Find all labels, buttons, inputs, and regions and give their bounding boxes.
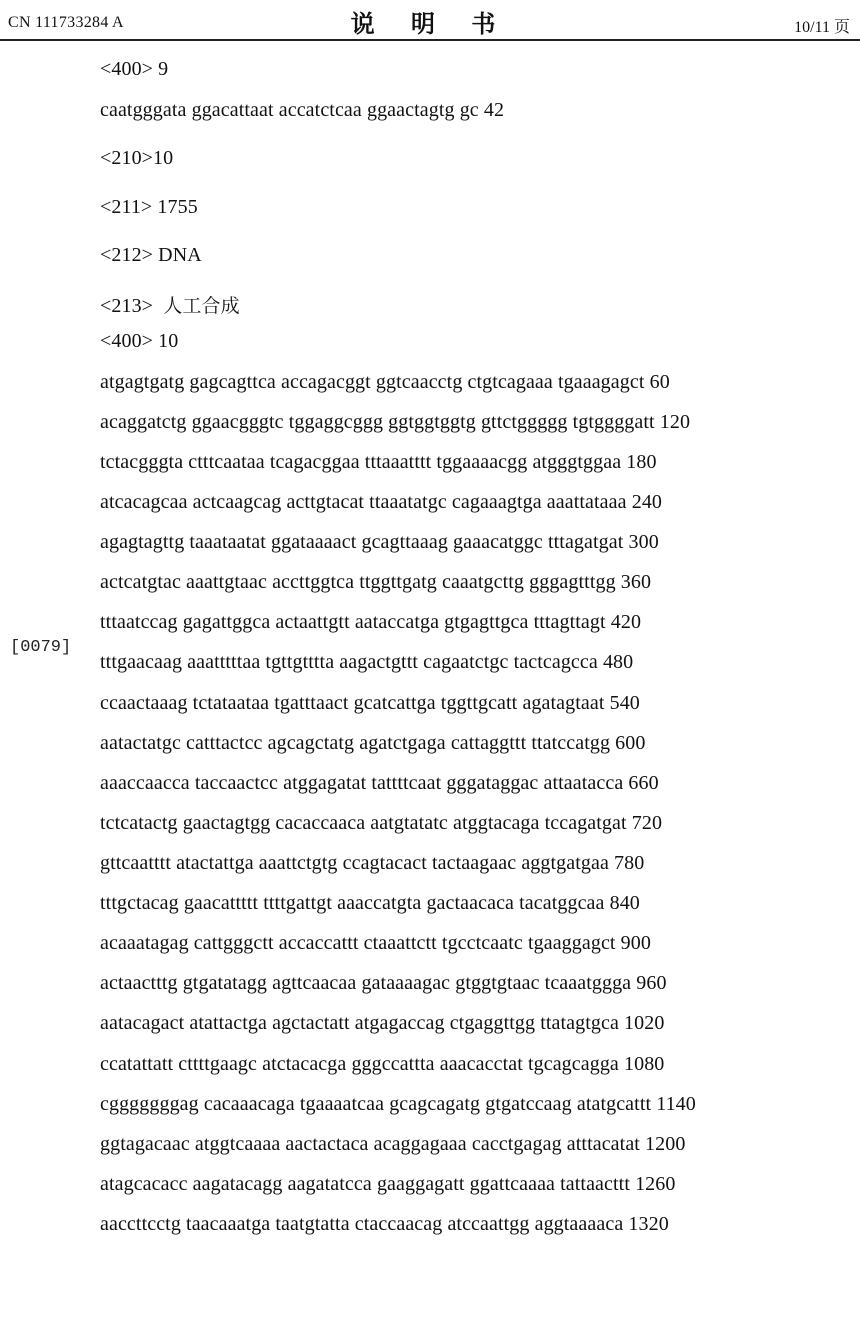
sequence-line: acaaatagag cattgggctt accaccattt ctaaattctt tgcctcaatc tgaaggagct 900 (100, 932, 651, 954)
tag-213-prefix: <213> (100, 295, 154, 317)
document-title: 说 明 书 (350, 10, 510, 38)
seq10-tag-212: <212> DNA (100, 244, 202, 266)
sequence-line: aatacagact atattactga agctactatt atgagaccag ctgaggttgg ttatagtgca 1020 (100, 1012, 665, 1034)
tag-213-value: 人工合成 (163, 295, 240, 317)
sequence-line: tctcatactg gaactagtgg cacaccaaca aatgtatatc atggtacaga tccagatgat 720 (100, 812, 663, 834)
sequence-line: acaggatctg ggaacgggtc tggaggcggg ggtggtggtg gttctggggg tgtggggatt 120 (100, 411, 691, 433)
seq10-tag-211: <211> 1755 (100, 196, 198, 218)
sequence-line: atagcacacc aagatacagg aagatatcca gaaggagatt ggattcaaaa tattaacttt 1260 (100, 1173, 676, 1195)
page-indicator: 10/11 页 (794, 19, 850, 36)
sequence-line: ggtagacaac atggtcaaaa aactactaca acaggagaaa cacctgagag atttacatat 1200 (100, 1133, 686, 1155)
page-header (0, 0, 860, 42)
patent-number: CN 111733284 A (8, 14, 124, 31)
sequence-line: gttcaatttt atactattga aaattctgtg ccagtacact tactaagaac aggtgatgaa 780 (100, 852, 645, 874)
seq10-tag-213 (100, 291, 240, 318)
sequence-line: ccatattatt cttttgaagc atctacacga gggccattta aaacacctat tgcagcagga 1080 (100, 1053, 665, 1075)
sequence-line: aaccttcctg taacaaatga taatgtatta ctaccaacag atccaattgg aggtaaaaca 1320 (100, 1213, 669, 1235)
sequence-line: tctacgggta ctttcaataa tcagacggaa tttaaatttt tggaaaacgg atgggtggaa 180 (100, 451, 657, 473)
seq10-tag-400: <400> 10 (100, 330, 179, 352)
sequence-line: tttgaacaag aaatttttaa tgttgtttta aagactgttt cagaatctgc tactcagcca 480 (100, 651, 634, 673)
sequence-line: aatactatgc catttactcc agcagctatg agatctgaga cattaggttt ttatccatgg 600 (100, 732, 646, 754)
sequence-line: tttgctacag gaacattttt ttttgattgt aaaccatgta gactaacaca tacatggcaa 840 (100, 892, 640, 914)
seq10-tag-210: <210>10 (100, 147, 174, 169)
sequence-line: cgggggggag cacaaacaga tgaaaatcaa gcagcagatg gtgatccaag atatgcattt 1140 (100, 1093, 696, 1115)
sequence-line: actcatgtac aaattgtaac accttggtca ttggttgatg caaatgcttg gggagtttgg 360 (100, 571, 652, 593)
seq9-sequence-line: caatgggata ggacattaat accatctcaa ggaactagtg gc 42 (100, 99, 505, 121)
sequence-line: atgagtgatg gagcagttca accagacggt ggtcaacctg ctgtcagaaa tgaaagagct 60 (100, 371, 670, 393)
sequence-line: actaactttg gtgatatagg agttcaacaa gataaaagac gtggtgtaac tcaaatggga 960 (100, 972, 667, 994)
sequence-line: tttaatccag gagattggca actaattgtt aataccatga gtgagttgca tttagttagt 420 (100, 611, 642, 633)
paragraph-number: [0079] (10, 638, 72, 657)
header-rule (0, 39, 860, 41)
sequence-line: agagtagttg taaataatat ggataaaact gcagttaaag gaaacatggc tttagatgat 300 (100, 531, 659, 553)
sequence-line: aaaccaacca taccaactcc atggagatat tattttcaat gggataggac attaatacca 660 (100, 772, 659, 794)
seq9-tag-400: <400> 9 (100, 58, 169, 80)
sequence-line: atcacagcaa actcaagcag acttgtacat ttaaatatgc cagaaagtga aaattataaa 240 (100, 491, 663, 513)
sequence-line: ccaactaaag tctataataa tgatttaact gcatcattga tggttgcatt agatagtaat 540 (100, 692, 640, 714)
